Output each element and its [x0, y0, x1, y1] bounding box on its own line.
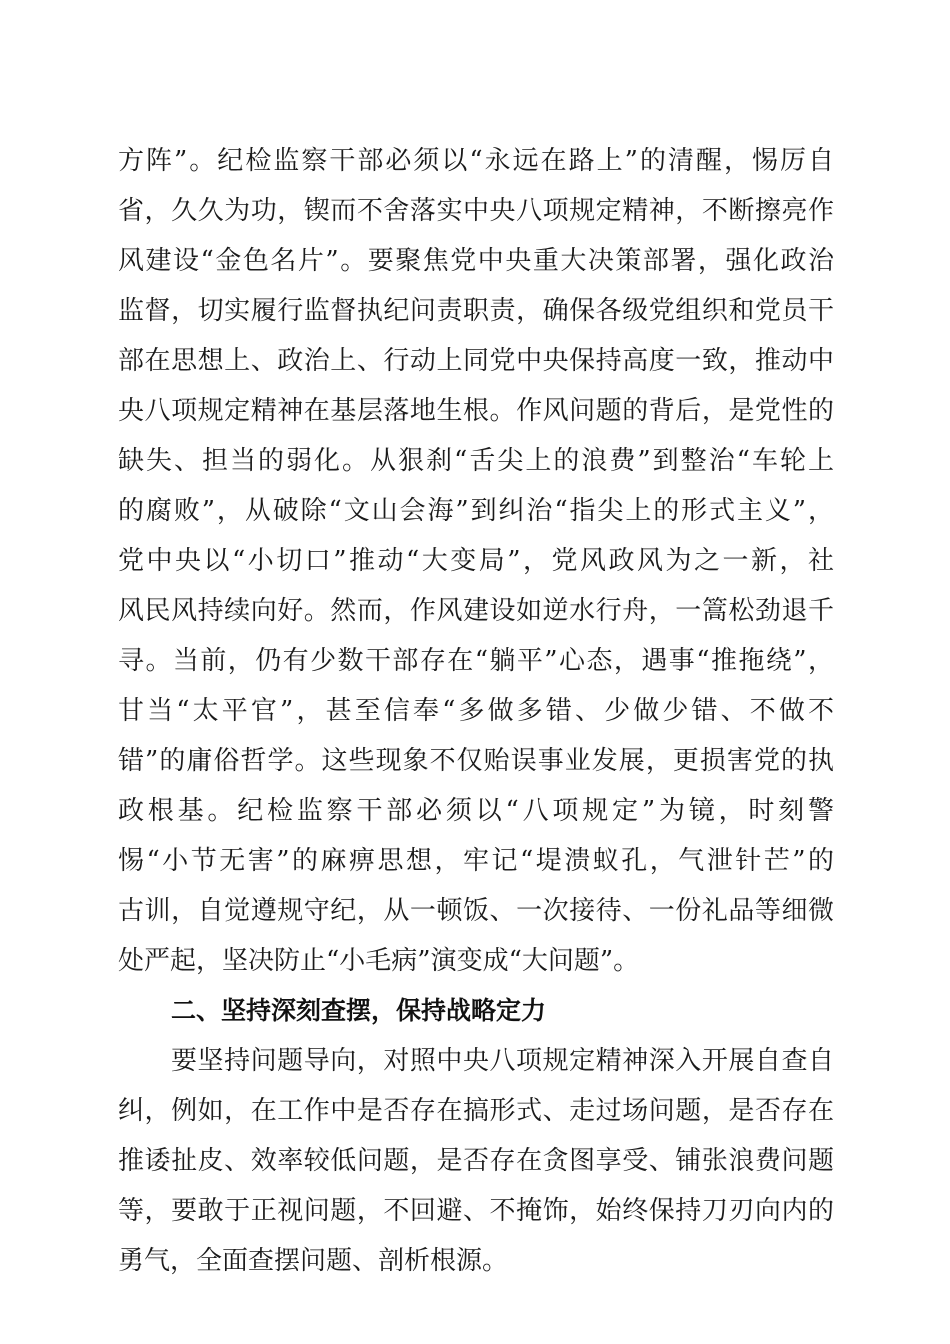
paragraph-line: 等，要敢于正视问题，不回避、不掩饰，始终保持刀刃向内的: [118, 1196, 834, 1226]
paragraph-line: 监督，切实履行监督执纪问责职责，确保各级党组织和党员干: [118, 296, 834, 326]
paragraph-line: 甘当“太平官”，甚至信奉“多做多错、少做少错、不做不: [118, 696, 834, 726]
paragraph-line: 风民风持续向好。然而，作风建设如逆水行舟，一篙松劲退千: [118, 596, 834, 626]
paragraph-line: 部在思想上、政治上、行动上同党中央保持高度一致，推动中: [118, 346, 834, 376]
paragraph-line: 缺失、担当的弱化。从狠刹“舌尖上的浪费”到整治“车轮上: [118, 446, 834, 476]
paragraph-line: 央八项规定精神在基层落地生根。作风问题的背后，是党性的: [118, 396, 834, 426]
paragraph-line: 政根基。纪检监察干部必须以“八项规定”为镜，时刻警: [118, 796, 834, 826]
paragraph-line: 要坚持问题导向，对照中央八项规定精神深入开展自查自: [171, 1046, 834, 1076]
paragraph-line: 勇气，全面查摆问题、剖析根源。: [118, 1246, 509, 1276]
paragraph-line: 错”的庸俗哲学。这些现象不仅贻误事业发展，更损害党的执: [118, 746, 834, 776]
section-heading: 二、坚持深刻查摆，保持战略定力: [171, 996, 547, 1025]
paragraph-line: 党中央以“小切口”推动“大变局”，党风政风为之一新，社: [118, 546, 834, 576]
paragraph-line: 纠，例如，在工作中是否存在搞形式、走过场问题，是否存在: [118, 1096, 834, 1126]
paragraph-line: 省，久久为功，锲而不舍落实中央八项规定精神，不断擦亮作: [118, 196, 834, 226]
paragraph-line: 风建设“金色名片”。要聚焦党中央重大决策部署，强化政治: [118, 246, 834, 276]
paragraph-line: 方阵”。纪检监察干部必须以“永远在路上”的清醒，惕厉自: [118, 146, 834, 176]
paragraph-line: 惕“小节无害”的麻痹思想，牢记“堤溃蚁孔，气泄针芒”的: [118, 846, 834, 876]
paragraph-line: 推诿扯皮、效率较低问题，是否存在贪图享受、铺张浪费问题: [118, 1146, 834, 1176]
paragraph-line: 寻。当前，仍有少数干部存在“躺平”心态，遇事“推拖绕”，: [118, 646, 834, 676]
paragraph-line: 的腐败”，从破除“文山会海”到纠治“指尖上的形式主义”，: [118, 496, 834, 526]
paragraph-line: 古训，自觉遵规守纪，从一顿饭、一次接待、一份礼品等细微: [118, 896, 834, 926]
paragraph-line: 处严起，坚决防止“小毛病”演变成“大问题”。: [118, 946, 640, 976]
